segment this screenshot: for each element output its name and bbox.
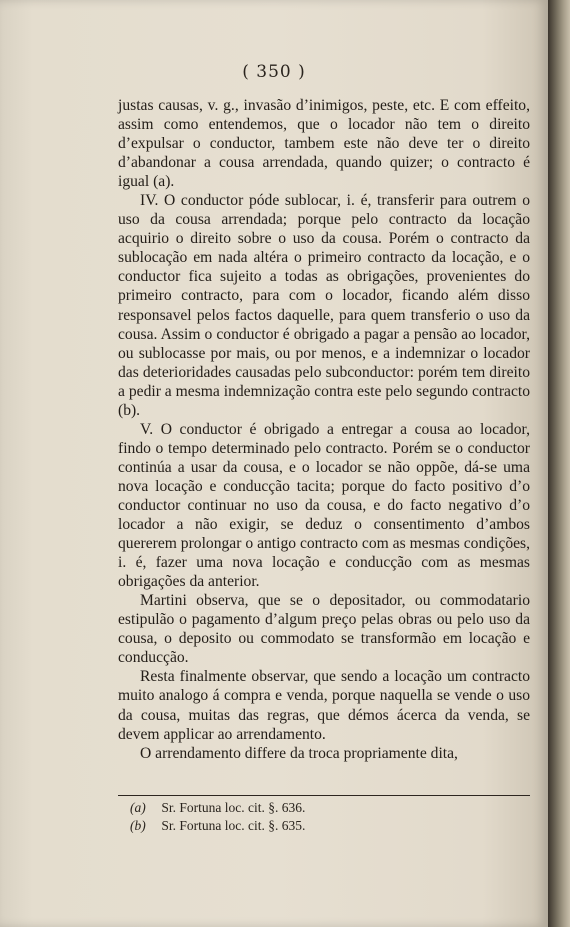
footnote-ref: (b) — [130, 818, 146, 833]
footnotes — [130, 799, 510, 835]
paragraph-3: V. O conductor é obrigado a entregar a cousa ao locador, findo o tempo determinado pelo contracto. Porém se o conductor continúa a usar da cousa, e o locador se não oppõe, dá-se uma nova locação e conducção tacita; porque do facto positivo d’o conductor continuar no uso da cousa, e do facto negativo d’o locador a não exigir, se deduz o consentimento d’ambos quererem prolongar o antigo contracto com as mesmas condições, i. é, fazer uma nova locação e conducção com as mesmas obrigações da anterior. — [118, 420, 530, 591]
footnote-a — [130, 799, 510, 817]
paragraph-5: Resta finalmente observar, que sendo a locação um contracto muito analogo á compra e venda, porque naquella se vende o uso da cousa, muitas das regras, que démos ácerca da venda, se devem applicar ao arrendamento. — [118, 668, 530, 743]
footnote-divider — [118, 795, 530, 796]
paragraph-2: IV. O conductor póde sublocar, i. é, transferir para outrem o uso da cousa arrendada; porque pelo contracto da locação acquirio o direito sobre o uso da cousa. Porém o contracto da sublocação em nada altéra o primeiro contracto da locação, e o conductor fica sujeito a todas as obrigações, provenientes do primeiro contracto, para com o locador, ficando além disso responsavel pelos factos daquelle, para quem transferio o uso da cousa. Assim o conductor é obrigado a pagar a pensão ao locador, ou sublocasse por mais, ou por menos, e a indemnizar o locador das deterioridades causadas pelo subconductor: porém tem direito a pedir a mesma indemnização contra este pelo segundo contracto (b). — [118, 192, 530, 419]
footnote-text: Sr. Fortuna loc. cit. §. 635. — [161, 818, 306, 833]
paragraph-1: justas causas, v. g., invasão d’inimigos, peste, etc. E com effeito, assim como entendemos, que o locador não tem o direito d’expulsar o conductor, tambem este não deve ter o direito d’abandonar a cousa arrendada, quando quizer; o contracto é igual (a). — [118, 97, 530, 191]
footnote-b — [130, 817, 510, 835]
page-number: ( 350 ) — [242, 62, 306, 82]
footnote-ref: (a) — [130, 800, 146, 815]
footnote-text: Sr. Fortuna loc. cit. §. 636. — [161, 800, 306, 815]
paragraph-4: Martini observa, que se o depositador, ou commodatario estipulão o pagamento d’algum preço pelas obras ou pelo uso da cousa, o deposito ou commodato se transformão em locação e conducção. — [118, 592, 530, 667]
book-spine — [548, 0, 570, 927]
paragraph-6: O arrendamento differe da troca propriamente dita, — [140, 744, 458, 762]
page-body — [118, 96, 530, 763]
